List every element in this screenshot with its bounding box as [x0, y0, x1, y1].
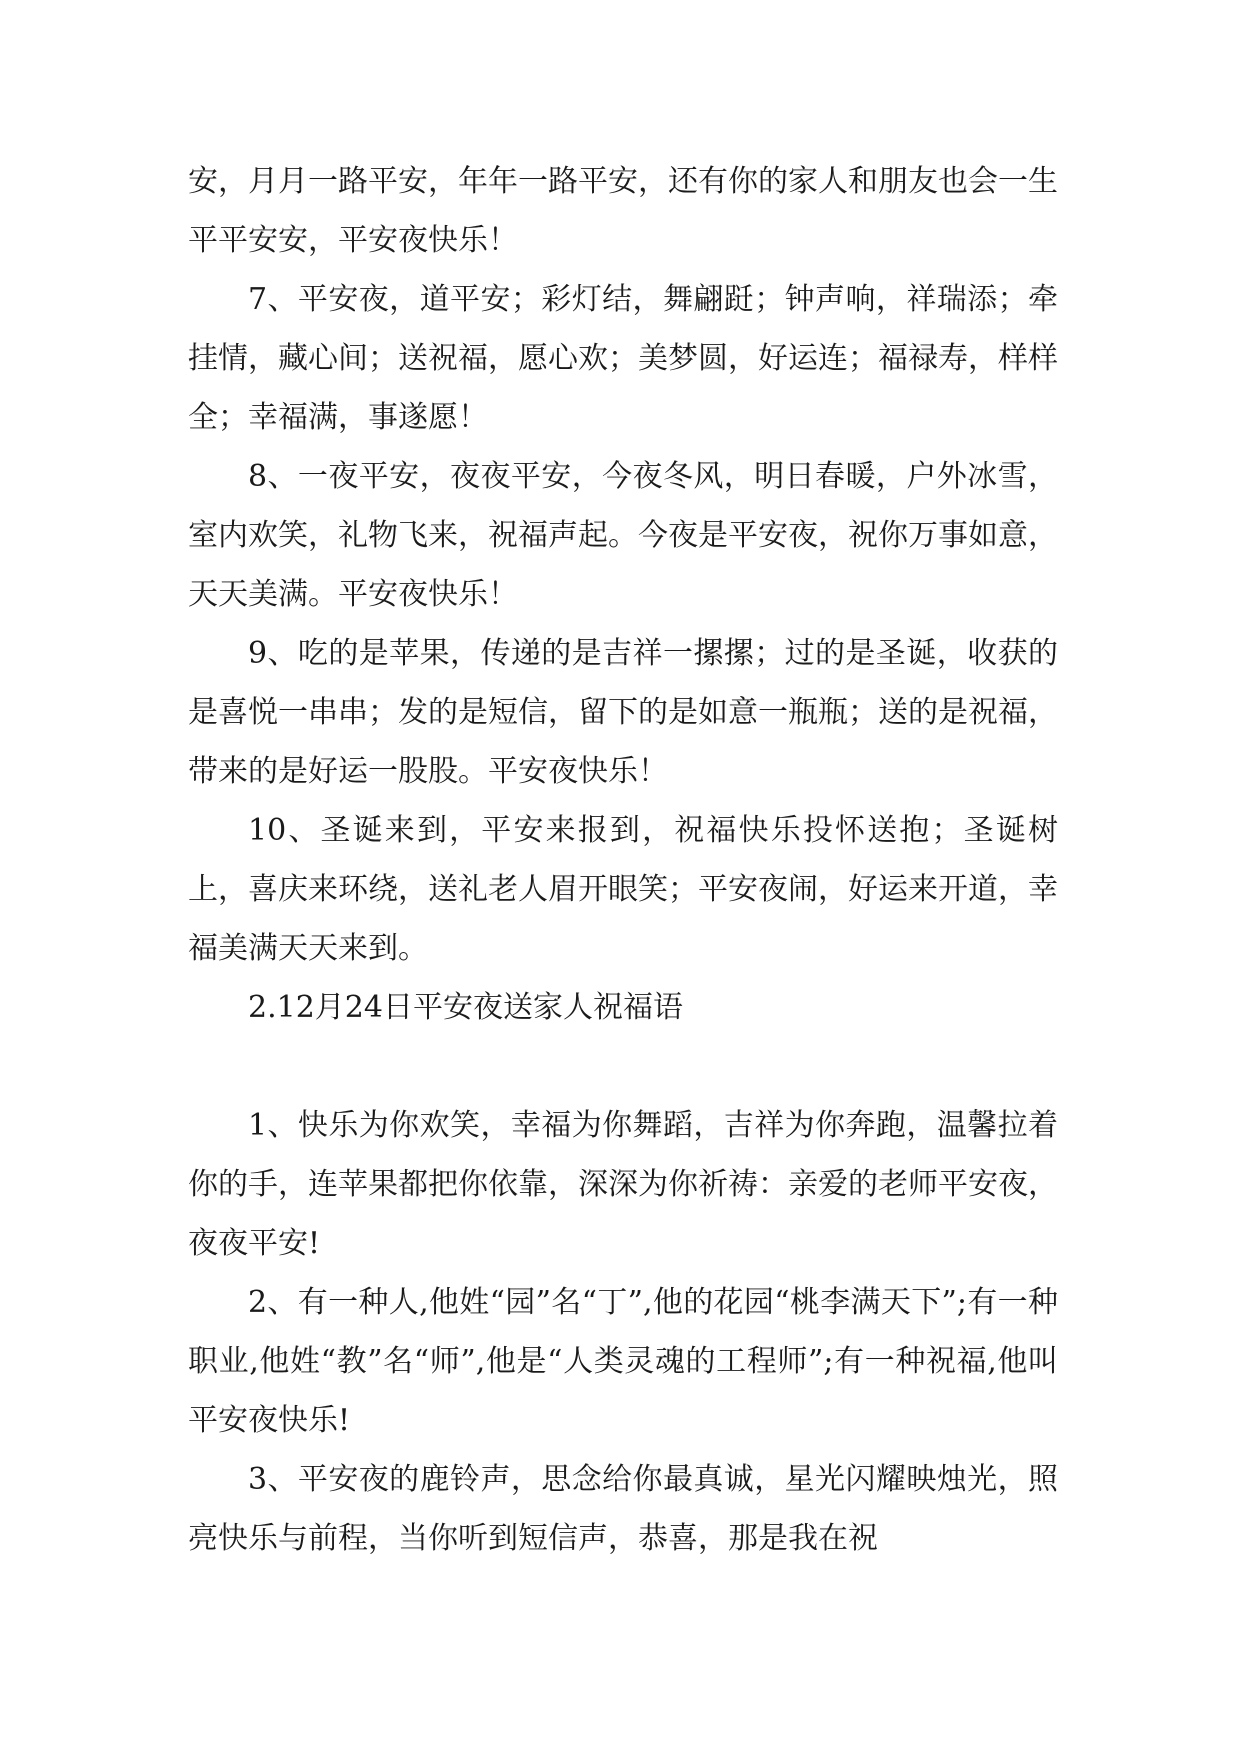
paragraph-9: 9、吃的是苹果，传递的是吉祥一摞摞；过的是圣诞，收获的是喜悦一串串；发的是短信，留下的是如意一瓶瓶；送的是祝福，带来的是好运一股股。平安夜快乐！: [188, 636, 1058, 789]
document-body: [188, 152, 1058, 1568]
paragraph-6-continuation: 安，月月一路平安，年年一路平安，还有你的家人和朋友也会一生平平安安，平安夜快乐！: [188, 164, 1058, 258]
section2-paragraph-3: 3、平安夜的鹿铃声，思念给你最真诚，星光闪耀映烛光，照亮快乐与前程，当你听到短信声，恭喜，那是我在祝: [188, 1462, 1058, 1556]
section-heading: 2.12月24日平安夜送家人祝福语: [248, 990, 683, 1025]
section2-paragraph-2: 2、有一种人,他姓“园”名“丁”,他的花园“桃李满天下”;有一种职业,他姓“教”名“师”,他是“人类灵魂的工程师”;有一种祝福,他叫平安夜快乐!: [188, 1285, 1058, 1438]
paragraph-8: 8、一夜平安，夜夜平安，今夜冬风，明日春暖，户外冰雪，室内欢笑，礼物飞来，祝福声起。今夜是平安夜，祝你万事如意，天天美满。平安夜快乐！: [188, 459, 1058, 612]
blank-line: [188, 1037, 1058, 1096]
paragraph-10: 10、圣诞来到，平安来报到，祝福快乐投怀送抱；圣诞树上，喜庆来环绕，送礼老人眉开眼笑；平安夜闹，好运来开道，幸福美满天天来到。: [188, 813, 1058, 966]
section2-paragraph-1: 1、快乐为你欢笑，幸福为你舞蹈，吉祥为你奔跑，温馨拉着你的手，连苹果都把你依靠，深深为你祈祷：亲爱的老师平安夜，夜夜平安!: [188, 1108, 1058, 1261]
paragraph-7: 7、平安夜，道平安；彩灯结，舞翩跹；钟声响，祥瑞添；牵挂情，藏心间；送祝福，愿心欢；美梦圆，好运连；福禄寿，样样全；幸福满，事遂愿！: [188, 282, 1058, 435]
